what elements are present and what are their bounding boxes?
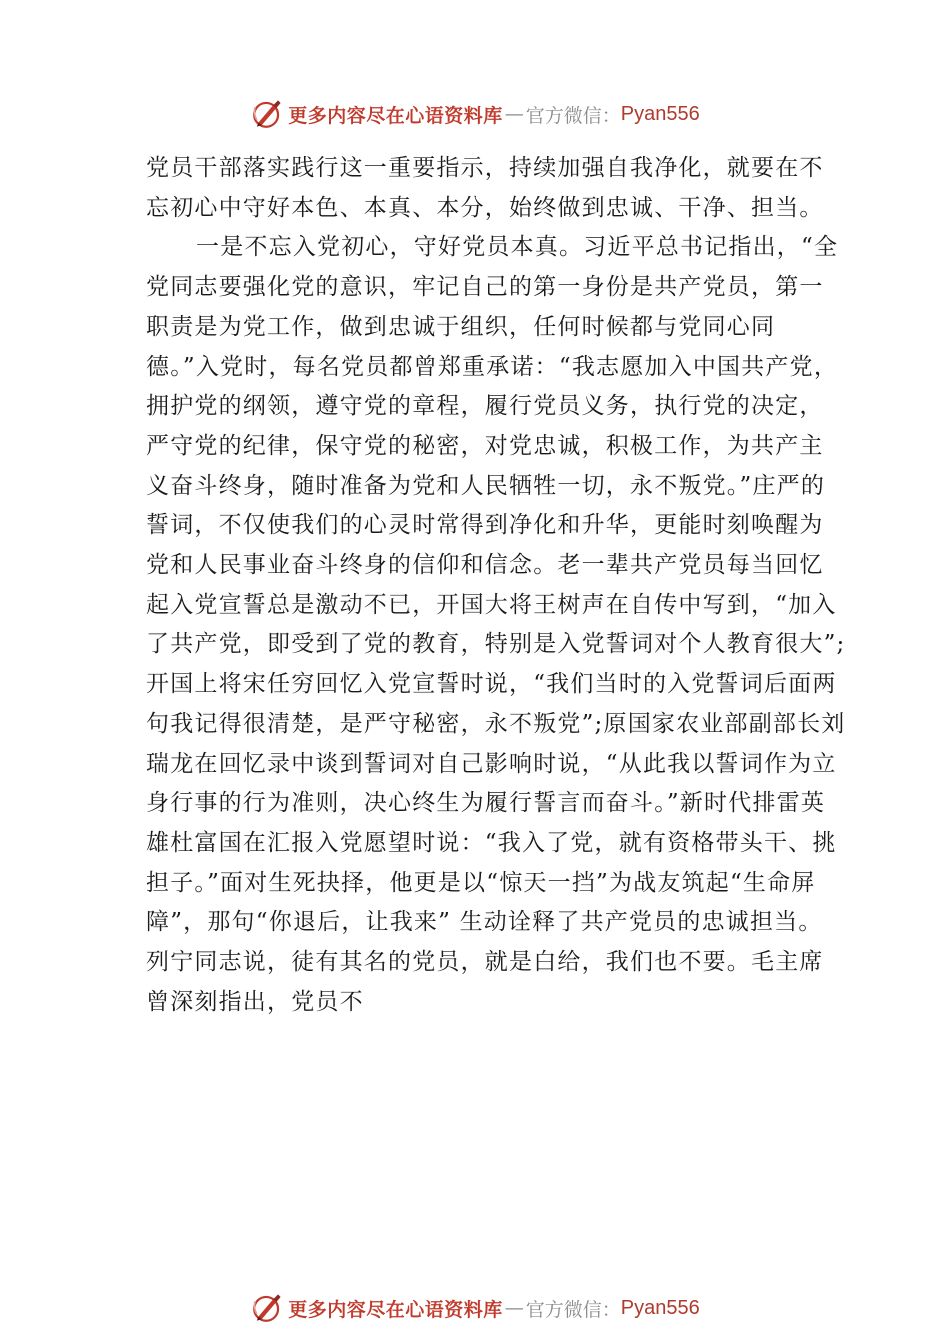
- header-banner-text: 更多内容尽在心语资料库: [288, 104, 503, 127]
- footer-wechat-label: 官方微信：: [525, 1298, 621, 1321]
- header-wechat-id: Pyan556: [620, 102, 700, 125]
- pen-logo-icon: [250, 1291, 284, 1325]
- header-banner: [0, 94, 950, 134]
- header-banner-separator: —: [504, 103, 524, 125]
- paragraph-2: 一是不忘入党初心，守好党员本真。习近平总书记指出，“全党同志要强化党的意识，牢记自己的第一身份是共产党员，第一职责是为党工作，做到忠诚于组织，任何时候都与党同心同德。”入党时，每名党员都曾郑重承诺：“我志愿加入中国共产党，拥护党的纲领，遵守党的章程，履行党员义务，执行党的决定，严守党的纪律，保守党的秘密，对党忠诚，积极工作，为共产主义奋斗终身，随时准备为党和人民牺牲一切，永不叛党。”庄严的誓词，不仅使我们的心灵时常得到净化和升华，更能时刻唤醒为党和人民事业奋斗终身的信仰和信念。老一辈共产党员每当回忆起入党宣誓总是激动不已，开国大将王树声在自传中写到，“加入了共产党，即受到了党的教育，特别是入党誓词对个人教育很大”;开国上将宋任穷回忆入党宣誓时说，“我们当时的入党誓词后面两句我记得很清楚，是严守秘密，永不叛党”;原国家农业部副部长刘瑞龙在回忆录中谈到誓词对自己影响时说，“从此我以誓词作为立身行事的行为准则，决心终生为履行誓言而奋斗。”新时代排雷英雄杜富国在汇报入党愿望时说：“我入了党，就有资格带头干、挑担子。”面对生死抉择，他更是以“惊天一挡”为战友筑起“生命屏障”，那句“你退后，让我来” 生动诠释了共产党员的忠诚担当。列宁同志说，徒有其名的党员，就是白给，我们也不要。毛主席曾深刻指出，党员不: [146, 234, 846, 1015]
- footer-banner-text: 更多内容尽在心语资料库: [288, 1298, 503, 1321]
- footer-banner: [0, 1288, 950, 1328]
- header-wechat-label: 官方微信：: [525, 104, 621, 127]
- paragraph-1: 党员干部落实践行这一重要指示，持续加强自我净化，就要在不忘初心中守好本色、本真、本分，始终做到忠诚、干净、担当。: [146, 155, 824, 221]
- document-body: [146, 149, 846, 1022]
- pen-logo-icon: [250, 97, 284, 131]
- footer-wechat-id: Pyan556: [620, 1296, 700, 1319]
- footer-banner-separator: —: [504, 1297, 524, 1319]
